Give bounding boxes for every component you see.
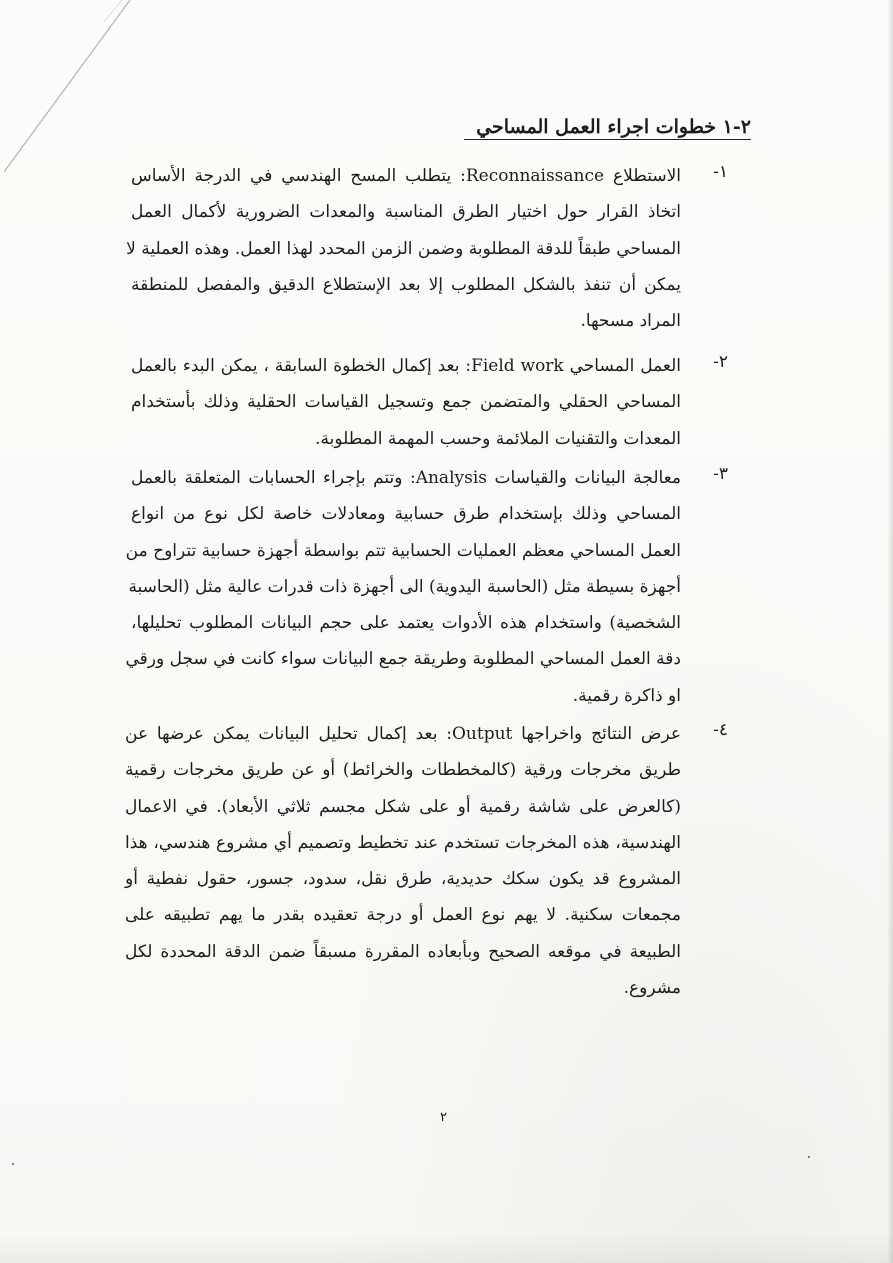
scan-edge-shadow (887, 0, 893, 1263)
text-line: المراد مسحها. (580, 311, 681, 332)
scan-speck (808, 1156, 810, 1158)
text-line: او ذاكرة رقمية. (572, 685, 681, 706)
text-line: يمكن أن تنفذ بالشكل المطلوب إلا بعد الإستطلاع الدقيق والمفصل للمنطقة (131, 274, 681, 295)
item-number: ١- (713, 162, 728, 182)
text-line: العمل المساحي Field work: بعد إكمال الخطوة السابقة ، يمكن البدء بالعمل (131, 356, 682, 376)
scan-fold-mark (4, 0, 144, 180)
text-line: الطبيعة في موقعه الصحيح وبأبعاده المقررة مسبقاً ضمن الدقة المحددة لكل (125, 941, 681, 962)
text-line: معالجة البيانات والقياسات Analysis: وتتم بإجراء الحسابات المتعلقة بالعمل (131, 468, 681, 488)
text-line: المعدات والتقنيات الملائمة وحسب المهمة المطلوبة. (315, 428, 681, 449)
item-paragraph (125, 716, 681, 1006)
text-line: اتخاذ القرار حول اختيار الطرق المناسبة والمعدات الضرورية لأكمال العمل (131, 202, 681, 223)
text-line: المشروع قد يكون سكك حديدية، طرق نقل، سدود، جسور، حقول نفطية أو (125, 869, 681, 890)
text-line: مشروع. (623, 978, 681, 999)
section-heading: ٢-١ خطوات اجراء العمل المساحي (464, 116, 751, 140)
page-number: ٢ (440, 1110, 447, 1125)
text-line: الاستطلاع Reconnaissance: يتطلب المسح الهندسي في الدرجة الأساس (131, 166, 682, 186)
text-line: عرض النتائج واخراجها Output: بعد إكمال تحليل البيانات يمكن عرضها عن (125, 724, 681, 744)
text-line: مجمعات سكنية. لا يهم نوع العمل أو درجة تعقيده بقدر ما يهم تطبيقه على (125, 905, 681, 926)
scan-speck (12, 1163, 14, 1165)
item-number: ٢- (713, 352, 728, 372)
text-line: الشخصية) واستخدام هذه الأدوات يعتمد على حجم البيانات المطلوب تحليلها، (131, 613, 681, 634)
text-line: المساحي طبقاً للدقة المطلوبة وضمن الزمن المحدد لهذا العمل. وهذه العملية لا (126, 238, 681, 259)
text-line: المساحي الحقلي والمتضمن جمع وتسجيل القياسات الحقلية وذلك بأستخدام (131, 392, 681, 413)
text-line: المساحي وذلك بإستخدام طرق حسابية ومعادلات خاصة لكل نوع من انواع (131, 504, 681, 525)
text-line: دقة العمل المساحي المطلوبة وطريقة جمع البيانات سواء كانت في سجل ورقي (125, 649, 681, 670)
text-line: العمل المساحي معظم العمليات الحسابية تتم بواسطة أجهزة حسابية تتراوح من (125, 540, 681, 561)
text-line: الهندسية، هذه المخرجات تستخدم عند تخطيط وتصميم أي مشروع هندسي، هذا (125, 832, 681, 853)
text-line: (كالعرض على شاشة رقمية أو على شكل مجسم ثلاثي الأبعاد). في الاعمال (125, 796, 681, 817)
item-paragraph (125, 460, 681, 714)
item-number: ٣- (713, 464, 728, 484)
scan-bottom-shadow (0, 1233, 893, 1263)
item-number: ٤- (713, 720, 728, 740)
item-paragraph (131, 348, 681, 457)
item-paragraph (126, 158, 682, 339)
text-line: أجهزة بسيطة مثل (الحاسبة اليدوية) الى أجهزة ذات قدرات عالية مثل (الحاسبة (128, 576, 681, 597)
text-line: طريق مخرجات ورقية (كالمخططات والخرائط) أو عن طريق مخرجات رقمية (125, 760, 681, 781)
